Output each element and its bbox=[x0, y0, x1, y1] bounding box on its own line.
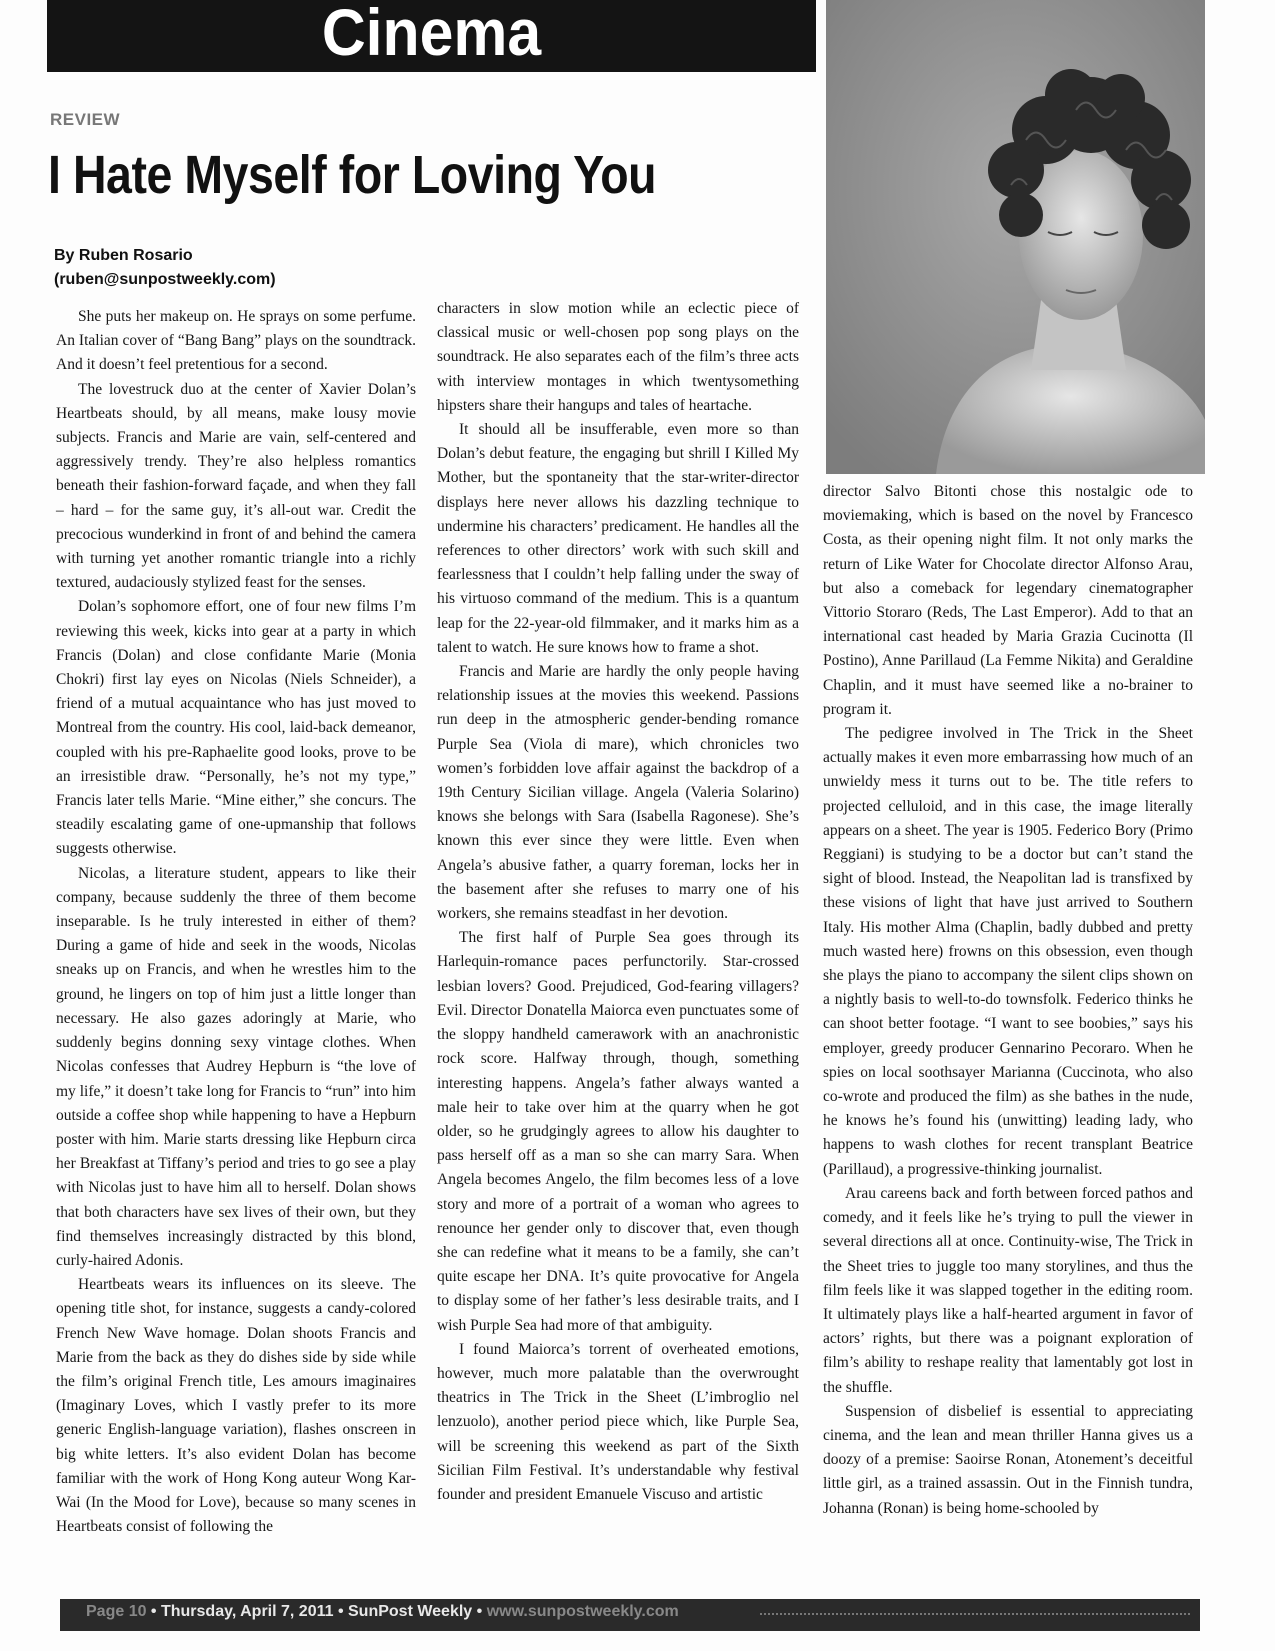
paragraph: Heartbeats wears its influences on its sleeve. The opening title shot, for instance, suggests a candy-colored French New Wave homage. Dolan shoots Francis and Marie from the back as they do dishes side by side while the film’s original French title, Les amours imaginaires (Imaginary Loves, which I vastly prefer to its more generic English-language variation), flashes onscreen in big white letters. It’s also evident Dolan has become familiar with the work of Hong Kong auteur Wong Kar-Wai (In the Mood for Love), because so many scenes in Heartbeats consist of following the bbox=[56, 1276, 416, 1536]
paragraph: Francis and Marie are hardly the only people having relationship issues at the movies this weekend. Passions run deep in the atmospheric gender-bending romance Purple Sea (Viola di mare), which chronicles two women’s forbidden love affair against the backdrop of a 19th Century Sicilian village. Angela (Valeria Solarino) knows she belongs with Sara (Isabella Ragonese). She’s known this ever since they were little. Even when Angela’s abusive father, a quarry foreman, locks her in the basement after she refuses to marry one of his workers, she remains steadfast in her devotion. bbox=[437, 663, 799, 923]
portrait-photo-icon bbox=[826, 0, 1205, 474]
article-column-1 bbox=[56, 305, 416, 1539]
paragraph: The first half of Purple Sea goes through its Harlequin-romance paces perfunctorily. Star-crossed lesbian lovers? Good. Prejudiced, God-fearing villagers? Evil. Director Donatella Maiorca even punctuates some of the sloppy handheld camerawork with an anachronistic rock score. Halfway through, though, something interesting happens. Angela’s father always wanted a male heir to take over him at the quarry when he got older, so he grudgingly agrees to allow his daughter to pass herself off as a man so she can marry Sara. When Angela becomes Angelo, the film becomes less of a love story and more of a portrait of a woman who agrees to renounce her gender only to discover that, even though she can redefine what it means to be a family, she can’t quite escape her DNA. It’s quite provocative for Angela to display some of her father’s less desirable traits, and I wish Purple Sea had more of that ambiguity. bbox=[437, 929, 799, 1334]
section-label: REVIEW bbox=[50, 110, 121, 129]
paragraph: It should all be insufferable, even more so than Dolan’s debut feature, the engaging but shrill I Killed My Mother, but the spontaneity that the star-writer-director displays here never allows his dazzling technique to undermine his characters’ predicament. He handles all the references to other directors’ work with such skill and fearlessness that I couldn’t help falling under the sway of his virtuoso command of the medium. This is a quantum leap for the 22-year-old filmmaker, and it marks him as a talent to watch. He sure knows how to frame a shot. bbox=[437, 421, 799, 656]
footer-separator: • bbox=[333, 1603, 348, 1620]
footer-separator: • bbox=[146, 1603, 161, 1620]
article-column-2 bbox=[437, 297, 799, 1507]
paragraph: characters in slow motion while an eclectic piece of classical music or well-chosen pop song plays on the soundtrack. He also separates each of the film’s three acts with interview montages in which twentysomething hipsters share their hangups and tales of heartache. bbox=[437, 300, 799, 414]
footer-separator: • bbox=[472, 1603, 487, 1620]
paragraph: I found Maiorca’s torrent of overheated emotions, however, much more palatable than the overwrought theatrics in The Trick in the Sheet (L’imbroglio nel lenzuolo), another period piece which, like Purple Sea, will be screening this weekend as part of the Sixth Sicilian Film Festival. It’s understandable why festival founder and president Emanuele Viscuso and artistic bbox=[437, 1340, 799, 1503]
footer-publication: SunPost Weekly bbox=[348, 1603, 473, 1620]
paragraph: The lovestruck duo at the center of Xavier Dolan’s Heartbeats should, by all means, make lousy movie subjects. Francis and Marie are vain, self-centered and aggressively trendy. They’re also helpless romantics beneath their fashion-forward façade, and when they fall – hard – for the same guy, it’s all-out war. Credit the precocious wunderkind in front of and behind the camera with turning yet another romantic triangle into a richly textured, audaciously stylized feast for the senses. bbox=[56, 380, 416, 592]
paragraph: The pedigree involved in The Trick in the Sheet actually makes it even more embarrassing how much of an unwieldy mess it turns out to be. The title refers to projected celluloid, and in this case, the image literally appears on a sheet. The year is 1905. Federico Bory (Primo Reggiani) is studying to be a doctor but can’t stand the sight of blood. Instead, the Neapolitan lad is transfixed by these visions of light that have just arrived to Southern Italy. His mother Alma (Chaplin, badly dubbed and pretty much wasted here) frowns on this obsession, even though she plays the piano to accompany the silent clips shown on a nightly basis to well-to-do townsfolk. Federico thinks he can shoot better footage. “I want to see boobies,” says his employer, greedy producer Gennarino Pecoraro. When he spies on local soothsayer Marianna (Cuccinota, who also co-wrote and produced the film) as she bathes in the nude, he knows he’s found his (unwitting) leading lady, who happens to wash clothes for recent transplant Beatrice (Parillaud), a progressive-thinking journalist. bbox=[823, 725, 1193, 1178]
byline-author: By Ruben Rosario bbox=[54, 247, 193, 264]
footer-text bbox=[86, 1603, 679, 1621]
footer-date: Thursday, April 7, 2011 bbox=[160, 1603, 334, 1620]
paragraph: Nicolas, a literature student, appears to like their company, because suddenly the three of them become inseparable. Is he truly interested in either of them? During a game of hide and seek in the woods, Nicolas sneaks up on Francis, and when he wrestles him to the ground, he lingers on top of him just a little longer than necessary. He also gazes adoringly at Marie, who suddenly begins donning sexy vintage clothes. When Nicolas confesses that Audrey Hepburn is “the love of my life,” it doesn’t take long for Francis to “run” into him outside a coffee shop while happening to have a Hepburn poster with him. Marie starts dressing like Hepburn circa her Breakfast at Tiffany’s period and tries to go see a play with Nicolas just to have him all to herself. Dolan shows that both characters have sex lives of their own, but they find themselves increasingly distracted by this blond, curly-haired Adonis. bbox=[56, 864, 416, 1269]
portrait-photo bbox=[826, 0, 1205, 474]
byline bbox=[54, 244, 276, 292]
footer-url: www.sunpostweekly.com bbox=[486, 1603, 679, 1620]
footer-page-number: Page 10 bbox=[86, 1603, 147, 1620]
paragraph: Dolan’s sophomore effort, one of four new films I’m reviewing this week, kicks into gear at a party in which Francis (Dolan) and close confidante Marie (Monia Chokri) first lay eyes on Nicolas (Niels Schneider), a friend of a mutual acquaintance who has just moved to Montreal from the country. His cool, laid-back demeanor, coupled with his pre-Raphaelite good looks, prove to be an irresistible draw. “Personally, he’s not my type,” Francis later tells Marie. “Mine either,” she concurs. The steadily escalating game of one-upmanship that follows suggests otherwise. bbox=[56, 598, 416, 858]
paragraph: She puts her makeup on. He sprays on some perfume. An Italian cover of “Bang Bang” plays on the soundtrack. And it doesn’t feel pretentious for a second. bbox=[56, 308, 416, 374]
section-header-bar bbox=[47, 0, 816, 72]
footer-divider bbox=[760, 1613, 1190, 1615]
paragraph: director Salvo Bitonti chose this nostalgic ode to moviemaking, which is based on the novel by Francesco Costa, as their opening night film. It not only marks the return of Like Water for Chocolate director Alfonso Arau, but also a comeback for legendary cinematographer Vittorio Storaro (Reds, The Last Emperor). Add to that an international cast headed by Maria Grazia Cucinotta (Il Postino), Anne Parillaud (La Femme Nikita) and Geraldine Chaplin, and it must have seemed like a no-brainer to program it. bbox=[823, 483, 1193, 718]
paragraph: Suspension of disbelief is essential to appreciating cinema, and the lean and mean thriller Hanna gives us a doozy of a premise: Saoirse Ronan, Atonement’s deceitful little girl, as a trained assassin. Out in the Finnish tundra, Johanna (Ronan) is being home-schooled by bbox=[823, 1402, 1193, 1517]
paragraph: Arau careens back and forth between forced pathos and comedy, and it feels like he’s trying to pull the viewer in several directions all at once. Continuity-wise, The Trick in the Sheet tries to juggle too many storylines, and thus the film feels like it was slapped together in the editing room. It ultimately plays like a half-hearted argument in favor of actors’ rights, but there was a poignant exploration of film’s ability to reshape reality that lamentably got lost in the shuffle. bbox=[823, 1184, 1193, 1396]
section-header: Cinema bbox=[321, 0, 542, 69]
byline-email: (ruben@sunpostweekly.com) bbox=[54, 271, 276, 288]
headline: I Hate Myself for Loving You bbox=[48, 145, 657, 205]
article-column-3 bbox=[823, 480, 1193, 1521]
page-footer bbox=[60, 1599, 1200, 1631]
